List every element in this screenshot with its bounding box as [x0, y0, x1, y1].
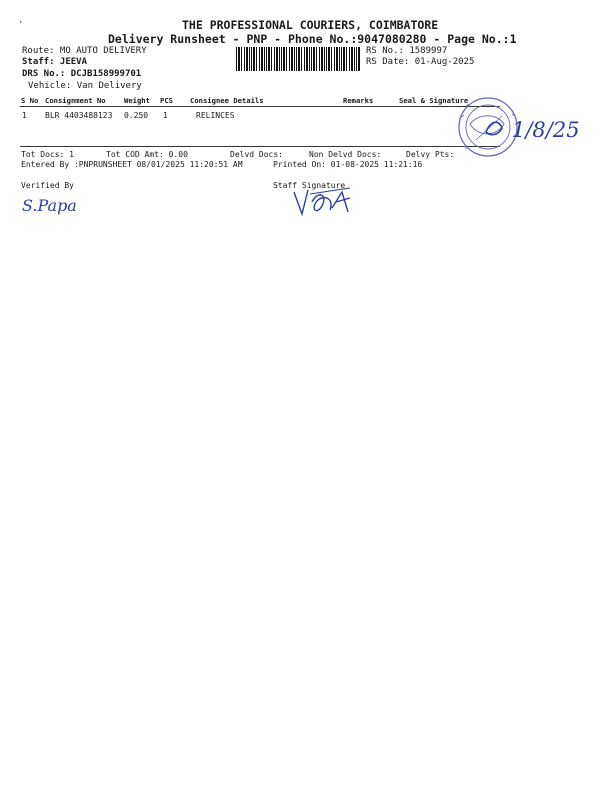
table-cell-consignee: RELINCES — [196, 111, 235, 120]
company-title: THE PROFESSIONAL COURIERS, COIMBATORE — [182, 18, 439, 32]
non-delvd-docs: Non Delvd Docs: — [309, 150, 382, 159]
barcode — [236, 47, 360, 71]
staff-field: Staff: JEEVA — [22, 57, 88, 67]
header-rule — [20, 106, 500, 107]
col-header-weight: Weight — [124, 96, 150, 105]
row-rule — [20, 146, 500, 147]
entered-by: Entered By :PNPRUNSHEET 08/01/2025 11:20:51 AM — [21, 160, 243, 169]
col-header-sno: S No — [21, 96, 39, 105]
table-cell-weight: 0.250 — [124, 111, 149, 120]
runsheet-title: Delivery Runsheet - PNP - Phone No.:9047080280 - Page No.:1 — [108, 32, 517, 46]
col-header-pcs: PCS — [160, 96, 173, 105]
table-cell-sno: 1 — [22, 111, 27, 120]
delvy-pts: Delvy Pts: — [406, 150, 455, 159]
verifier-handwriting: S.Papa — [22, 196, 77, 215]
col-header-remarks: Remarks — [343, 96, 374, 105]
drs-number: DRS No.: DCJB158999701 — [22, 69, 142, 79]
col-header-consignee: Consignee Details — [190, 96, 264, 105]
table-cell-consignment: BLR 4403488123 — [45, 111, 113, 120]
handwritten-date: 1/8/25 — [512, 118, 580, 142]
route-field: Route: MO AUTO DELIVERY — [22, 46, 147, 56]
col-header-consignment: Consignment No — [45, 96, 106, 105]
vehicle-field: Vehicle: Van Delivery — [28, 81, 142, 91]
corner-dot: · — [18, 18, 24, 28]
staff-signature-mark — [290, 186, 360, 220]
col-header-seal: Seal & Signature — [399, 96, 469, 105]
printed-on: Printed On: 01-08-2025 11:21:16 — [273, 160, 423, 169]
tot-cod-amount: Tot COD Amt: 0.00 — [106, 150, 188, 159]
verified-by-label: Verified By — [21, 181, 74, 190]
tot-docs: Tot Docs: 1 — [21, 150, 74, 159]
rs-number: RS No.: 1589997 — [366, 46, 448, 56]
staff-signature-label: Staff Signature — [273, 181, 346, 190]
table-cell-pcs: 1 — [163, 111, 168, 120]
rs-date: RS Date: 01-Aug-2025 — [366, 57, 475, 67]
delvd-docs: Delvd Docs: — [230, 150, 283, 159]
